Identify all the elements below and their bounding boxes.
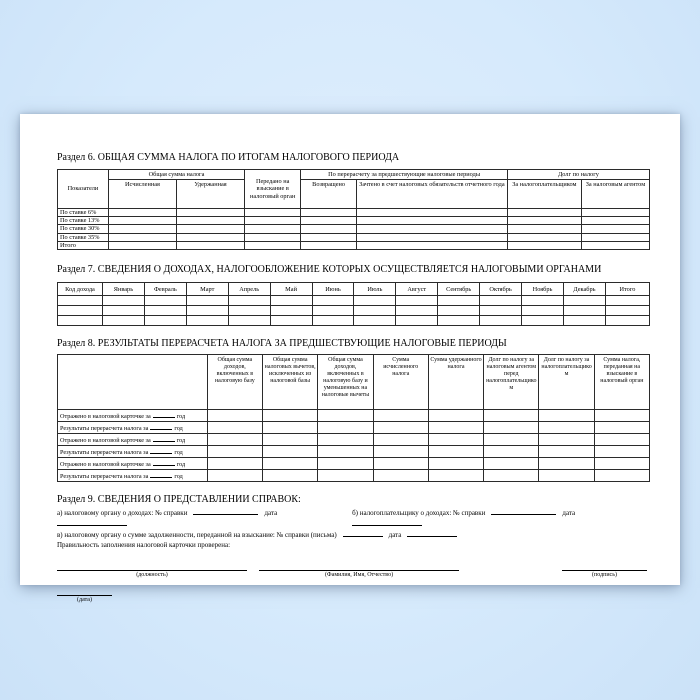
col-month: Август — [396, 283, 438, 296]
empty-cell — [507, 241, 581, 249]
fullname-signature — [259, 562, 459, 579]
empty-cell — [207, 446, 262, 458]
empty-cell — [176, 217, 244, 225]
empty-cell — [507, 233, 581, 241]
empty-cell — [428, 422, 483, 434]
recalc-row-label: Результаты перерасчета налога за год — [58, 422, 208, 434]
position-caption: (должность) — [136, 572, 168, 579]
total-row-label: Итого — [58, 241, 109, 249]
section7-title: Раздел 7. СВЕДЕНИЯ О ДОХОДАХ, НАЛОГООБЛОЖЕНИЕ КОТОРЫХ ОСУЩЕСТВЛЯЕТСЯ НАЛОГОВЫМИ ОРГАНАМИ — [57, 264, 602, 276]
empty-cell — [144, 296, 186, 306]
empty-cell — [373, 434, 428, 446]
col-row-label-blank — [58, 355, 208, 410]
empty-cell — [507, 225, 581, 233]
col-offset: Зачтено в счет налоговых обязательств отчетного года — [356, 180, 507, 209]
empty-cell — [102, 316, 144, 326]
empty-cell — [428, 434, 483, 446]
section6-title: Раздел 6. ОБЩАЯ СУММА НАЛОГА ПО ИТОГАМ НАЛОГОВОГО ПЕРИОДА — [57, 152, 400, 163]
recalc-row-label: Отражено в налоговой карточке за год — [58, 458, 208, 470]
empty-cell — [228, 296, 270, 306]
empty-cell — [245, 217, 301, 225]
line-b: б) налогоплательщику о доходах: № справки дата — [352, 507, 650, 529]
empty-cell — [581, 217, 649, 225]
sign-signature — [562, 562, 647, 579]
col-month: Октябрь — [480, 283, 522, 296]
col-month: Май — [270, 283, 312, 296]
empty-cell — [522, 316, 564, 326]
empty-cell — [263, 458, 318, 470]
empty-cell — [594, 410, 649, 422]
recalc-row-label: Результаты перерасчета налога за год — [58, 470, 208, 482]
section6-table — [57, 169, 650, 250]
empty-cell — [207, 410, 262, 422]
empty-cell — [108, 241, 176, 249]
empty-cell — [373, 446, 428, 458]
group-recalc: По перерасчету за предшествующие налоговые периоды — [301, 170, 508, 180]
year-blank — [150, 423, 172, 430]
empty-cell — [58, 296, 103, 306]
col-transferred: Передано на взыскание в налоговый орган — [245, 170, 301, 209]
empty-cell — [186, 316, 228, 326]
empty-cell — [438, 306, 480, 316]
empty-cell — [539, 470, 594, 482]
empty-cell — [263, 422, 318, 434]
empty-cell — [207, 422, 262, 434]
empty-cell — [356, 225, 507, 233]
empty-cell — [539, 446, 594, 458]
group-debt: Долг по налогу — [507, 170, 649, 180]
empty-cell — [207, 434, 262, 446]
empty-cell — [428, 446, 483, 458]
cert-date-blank — [407, 529, 457, 537]
empty-cell — [480, 306, 522, 316]
empty-cell — [594, 470, 649, 482]
empty-cell — [207, 470, 262, 482]
year-blank — [150, 447, 172, 454]
empty-cell — [245, 241, 301, 249]
line-a: а) налоговому органу о доходах: № справки дата — [57, 507, 352, 529]
year-blank — [153, 411, 175, 418]
empty-cell — [176, 233, 244, 241]
empty-cell — [522, 306, 564, 316]
col-indicators: Показатели — [58, 170, 109, 209]
signature-block — [57, 562, 650, 579]
empty-cell — [270, 296, 312, 306]
empty-cell — [507, 209, 581, 217]
section9-body — [57, 507, 650, 604]
empty-cell — [594, 422, 649, 434]
line-v: в) налоговому органу о сумме задолженности, переданной на взыскание: № справки (письма) дата — [57, 529, 650, 540]
empty-cell — [318, 410, 373, 422]
date-block — [57, 587, 112, 604]
rate-row-label: По ставке 35% — [58, 233, 109, 241]
certificates-line-ab — [57, 507, 650, 529]
rate-row-label: По ставке 6% — [58, 209, 109, 217]
empty-cell — [301, 233, 357, 241]
rate-row-label: По ставке 30% — [58, 225, 109, 233]
col-month: Ноябрь — [522, 283, 564, 296]
empty-cell — [228, 316, 270, 326]
empty-cell — [318, 434, 373, 446]
empty-cell — [428, 470, 483, 482]
empty-cell — [605, 306, 649, 316]
empty-cell — [539, 434, 594, 446]
empty-cell — [263, 434, 318, 446]
form-content — [20, 114, 680, 604]
empty-cell — [539, 422, 594, 434]
empty-cell — [270, 306, 312, 316]
cert-number-blank — [343, 529, 383, 537]
empty-cell — [108, 233, 176, 241]
empty-cell — [563, 306, 605, 316]
empty-cell — [356, 241, 507, 249]
recalc-row-label: Отражено в налоговой карточке за год — [58, 410, 208, 422]
empty-cell — [373, 458, 428, 470]
empty-cell — [354, 316, 396, 326]
empty-cell — [438, 296, 480, 306]
empty-cell — [144, 316, 186, 326]
col-deductions: Общая сумма налоговых вычетов, исключенных из налоговой базы — [263, 355, 318, 410]
col-withheld: Удержанная — [176, 180, 244, 209]
col-income-code: Код дохода — [58, 283, 103, 296]
form-page — [20, 114, 680, 604]
empty-cell — [605, 296, 649, 306]
year-blank — [153, 459, 175, 466]
empty-cell — [354, 296, 396, 306]
empty-cell — [108, 225, 176, 233]
empty-cell — [263, 410, 318, 422]
empty-cell — [373, 422, 428, 434]
empty-cell — [484, 470, 539, 482]
recalc-row-label: Отражено в налоговой карточке за год — [58, 434, 208, 446]
empty-cell — [318, 422, 373, 434]
empty-cell — [356, 233, 507, 241]
empty-cell — [484, 422, 539, 434]
empty-cell — [108, 217, 176, 225]
col-returned: Возвращено — [301, 180, 357, 209]
col-total: Итого — [605, 283, 649, 296]
empty-cell — [373, 470, 428, 482]
empty-cell — [581, 225, 649, 233]
empty-cell — [507, 217, 581, 225]
col-calculated: Исчисленная — [108, 180, 176, 209]
empty-cell — [245, 209, 301, 217]
cert-date-blank — [352, 518, 422, 526]
empty-cell — [484, 434, 539, 446]
col-debt-by-agent: Долг по налогу за налоговым агентом перед налогоплательщиком — [484, 355, 539, 410]
empty-cell — [428, 410, 483, 422]
sign-caption: (подпись) — [592, 572, 617, 579]
empty-cell — [605, 316, 649, 326]
empty-cell — [102, 296, 144, 306]
section9-title: Раздел 9. СВЕДЕНИЯ О ПРЕДСТАВЛЕНИИ СПРАВОК: — [57, 494, 301, 506]
empty-cell — [58, 316, 103, 326]
empty-cell — [318, 458, 373, 470]
empty-cell — [207, 458, 262, 470]
empty-cell — [539, 458, 594, 470]
empty-cell — [396, 306, 438, 316]
empty-cell — [581, 209, 649, 217]
empty-cell — [176, 209, 244, 217]
col-income-reduced: Общая сумма доходов, включенных в налоговую базу и уменьшенных на налоговые вычеты — [318, 355, 373, 410]
position-blank — [57, 562, 247, 571]
recalc-row-label: Результаты перерасчета налога за год — [58, 446, 208, 458]
empty-cell — [563, 316, 605, 326]
empty-cell — [186, 306, 228, 316]
empty-cell — [354, 306, 396, 316]
empty-cell — [373, 410, 428, 422]
fullname-blank — [259, 562, 459, 571]
date-caption: (дата) — [77, 597, 92, 604]
empty-cell — [245, 233, 301, 241]
col-month: Сентябрь — [438, 283, 480, 296]
empty-cell — [270, 316, 312, 326]
sign-blank — [562, 562, 647, 571]
col-withheld-tax: Сумма удержанного налога — [428, 355, 483, 410]
empty-cell — [108, 209, 176, 217]
empty-cell — [356, 217, 507, 225]
date-blank — [57, 587, 112, 596]
empty-cell — [484, 410, 539, 422]
year-blank — [153, 435, 175, 442]
empty-cell — [176, 241, 244, 249]
empty-cell — [144, 306, 186, 316]
col-tax-transferred: Сумма налога, переданная на взыскание в налоговый орган — [594, 355, 649, 410]
empty-cell — [176, 225, 244, 233]
fullname-caption: (Фамилия, Имя, Отчество) — [324, 572, 394, 579]
cert-number-blank — [491, 507, 556, 515]
empty-cell — [245, 225, 301, 233]
empty-cell — [58, 306, 103, 316]
empty-cell — [563, 296, 605, 306]
col-month: Январь — [102, 283, 144, 296]
position-signature — [57, 562, 247, 579]
empty-cell — [301, 241, 357, 249]
empty-cell — [228, 306, 270, 316]
empty-cell — [594, 458, 649, 470]
empty-cell — [186, 296, 228, 306]
empty-cell — [263, 470, 318, 482]
empty-cell — [396, 316, 438, 326]
empty-cell — [356, 209, 507, 217]
col-income-in-base: Общая сумма доходов, включенных в налоговую базу — [207, 355, 262, 410]
empty-cell — [522, 296, 564, 306]
cert-number-blank — [193, 507, 258, 515]
empty-cell — [480, 316, 522, 326]
col-debt-agent: За налоговым агентом — [581, 180, 649, 209]
col-month: Март — [186, 283, 228, 296]
col-month: Июнь — [312, 283, 354, 296]
empty-cell — [318, 470, 373, 482]
col-month: Декабрь — [563, 283, 605, 296]
section8-table — [57, 354, 650, 482]
cert-date-blank — [57, 518, 127, 526]
empty-cell — [396, 296, 438, 306]
empty-cell — [312, 296, 354, 306]
verification-line: Правильность заполнения налоговой карточки проверена: — [57, 541, 231, 550]
empty-cell — [301, 225, 357, 233]
empty-cell — [312, 316, 354, 326]
group-total-tax: Общая сумма налога — [108, 170, 244, 180]
empty-cell — [301, 209, 357, 217]
col-month: Апрель — [228, 283, 270, 296]
empty-cell — [484, 458, 539, 470]
empty-cell — [102, 306, 144, 316]
col-month: Июль — [354, 283, 396, 296]
col-month: Февраль — [144, 283, 186, 296]
empty-cell — [484, 446, 539, 458]
empty-cell — [594, 434, 649, 446]
empty-cell — [428, 458, 483, 470]
col-debt-by-taxpayer: Долг по налогу за налогоплательщиком — [539, 355, 594, 410]
year-blank — [150, 471, 172, 478]
empty-cell — [581, 233, 649, 241]
col-debt-taxpayer: За налогоплательщиком — [507, 180, 581, 209]
section8-title: Раздел 8. РЕЗУЛЬТАТЫ ПЕРЕРАСЧЕТА НАЛОГА ЗА ПРЕДШЕСТВУЮЩИЕ НАЛОГОВЫЕ ПЕРИОДЫ — [57, 338, 507, 350]
col-calculated-tax: Сумма исчисленного налога — [373, 355, 428, 410]
empty-cell — [318, 446, 373, 458]
empty-cell — [594, 446, 649, 458]
empty-cell — [312, 306, 354, 316]
empty-cell — [438, 316, 480, 326]
empty-cell — [581, 241, 649, 249]
empty-cell — [539, 410, 594, 422]
empty-cell — [480, 296, 522, 306]
empty-cell — [263, 446, 318, 458]
rate-row-label: По ставке 13% — [58, 217, 109, 225]
empty-cell — [301, 217, 357, 225]
section7-table — [57, 282, 650, 326]
